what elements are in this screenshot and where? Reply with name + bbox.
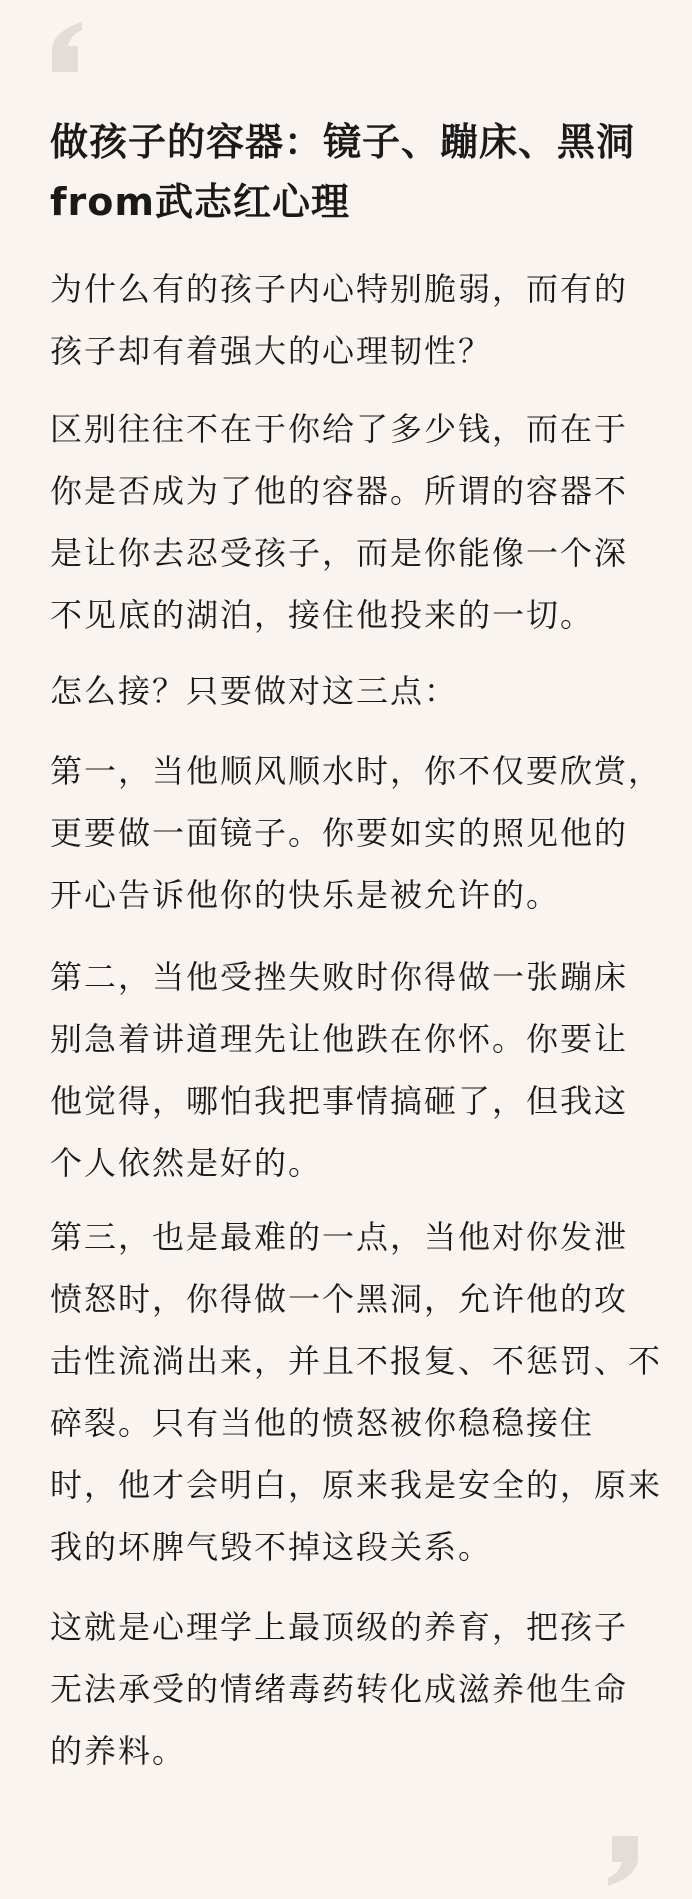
paragraph-line: 时，他才会明白，原来我是安全的，原来 [50,1466,663,1504]
article-title [50,112,650,232]
paragraph-line: 击性流淌出来，并且不报复、不惩罚、不 [50,1342,663,1380]
paragraph-line: 为什么有的孩子内心特别脆弱，而有的 [50,270,629,308]
paragraph-5 [50,946,650,1194]
paragraph-line: 你是否成为了他的容器。所谓的容器不 [50,472,629,510]
paragraph-line: 区别往往不在于你给了多少钱，而在于 [50,410,629,448]
paragraph-4 [50,740,663,926]
paragraph-line: 他觉得，哪怕我把事情搞砸了，但我这 [50,1082,629,1120]
paragraph-line: 是让你去忍受孩子，而是你能像一个深 [50,534,629,572]
paragraph-line: 怎么接？只要做对这三点： [50,672,459,710]
paragraph-line: 愤怒时，你得做一个黑洞，允许他的攻 [50,1280,629,1318]
paragraph-6 [50,1206,663,1578]
paragraph-line: 碎裂。只有当他的愤怒被你稳稳接住 [50,1404,595,1442]
paragraph-7 [50,1596,650,1782]
paragraph-line: 孩子却有着强大的心理韧性？ [50,332,493,370]
paragraph-line: 开心告诉他你的快乐是被允许的。 [50,876,561,914]
title-line-1: 做孩子的容器：镜子、蹦床、黑洞 [50,120,636,164]
paragraph-line: 第三，也是最难的一点，当他对你发泄 [50,1218,629,1256]
paragraph-line: 不见底的湖泊，接住他投来的一切。 [50,596,595,634]
paragraph-line: 第二，当他受挫失败时你得做一张蹦床 [50,958,629,996]
paragraph-line: 的养料。 [50,1732,187,1770]
paragraph-line: 别急着讲道理先让他跌在你怀。你要让 [50,1020,629,1058]
quote-close-icon [608,1836,640,1886]
paragraph-line: 更要做一面镜子。你要如实的照见他的 [50,814,629,852]
paragraph-3 [50,660,650,722]
paragraph-line: 这就是心理学上最顶级的养育，把孩子 [50,1608,629,1646]
paragraph-line: 我的坏脾气毁不掉这段关系。 [50,1528,493,1566]
paragraph-1 [50,258,650,382]
paragraph-2 [50,398,650,646]
paragraph-line: 个人依然是好的。 [50,1144,323,1182]
paragraph-line: 第一，当他顺风顺水时，你不仅要欣赏， [50,752,663,790]
title-line-2: from武志红心理 [50,180,350,224]
paragraph-line: 无法承受的情绪毒药转化成滋养他生命 [50,1670,629,1708]
quote-open-icon [50,22,82,72]
